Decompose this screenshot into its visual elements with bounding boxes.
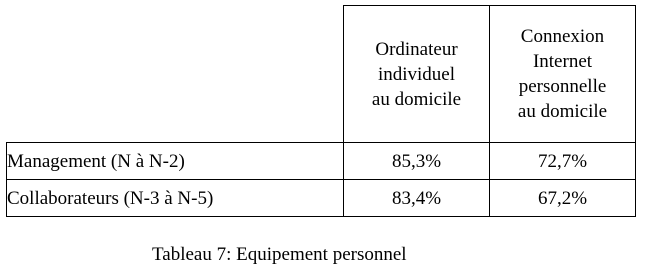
cell-collaborators-computer: 83,4% xyxy=(344,180,490,217)
column-header-line: Internet xyxy=(532,51,593,72)
equipment-table xyxy=(6,5,636,217)
table-row-collaborators xyxy=(7,180,636,217)
column-header-computer xyxy=(344,6,490,143)
row-label-collaborators: Collaborateurs (N-3 à N-5) xyxy=(7,180,344,217)
cell-management-computer: 85,3% xyxy=(344,143,490,180)
column-header-line: Ordinateur xyxy=(375,38,458,60)
column-header-line: Connexion xyxy=(520,26,605,47)
cell-collaborators-internet: 67,2% xyxy=(490,180,636,217)
column-header-internet xyxy=(490,6,636,143)
table-caption: Tableau 7: Equipement personnel xyxy=(152,244,407,265)
column-header-line: individuel xyxy=(377,63,456,85)
table-row-management xyxy=(7,143,636,180)
row-label-management: Management (N à N-2) xyxy=(7,143,344,180)
empty-corner-cell xyxy=(7,6,344,143)
column-header-line: personnelle xyxy=(518,76,607,97)
table-header-row xyxy=(7,6,636,143)
column-header-line: au domicile xyxy=(517,101,608,122)
cell-management-internet: 72,7% xyxy=(490,143,636,180)
column-header-line: au domicile xyxy=(371,88,462,110)
